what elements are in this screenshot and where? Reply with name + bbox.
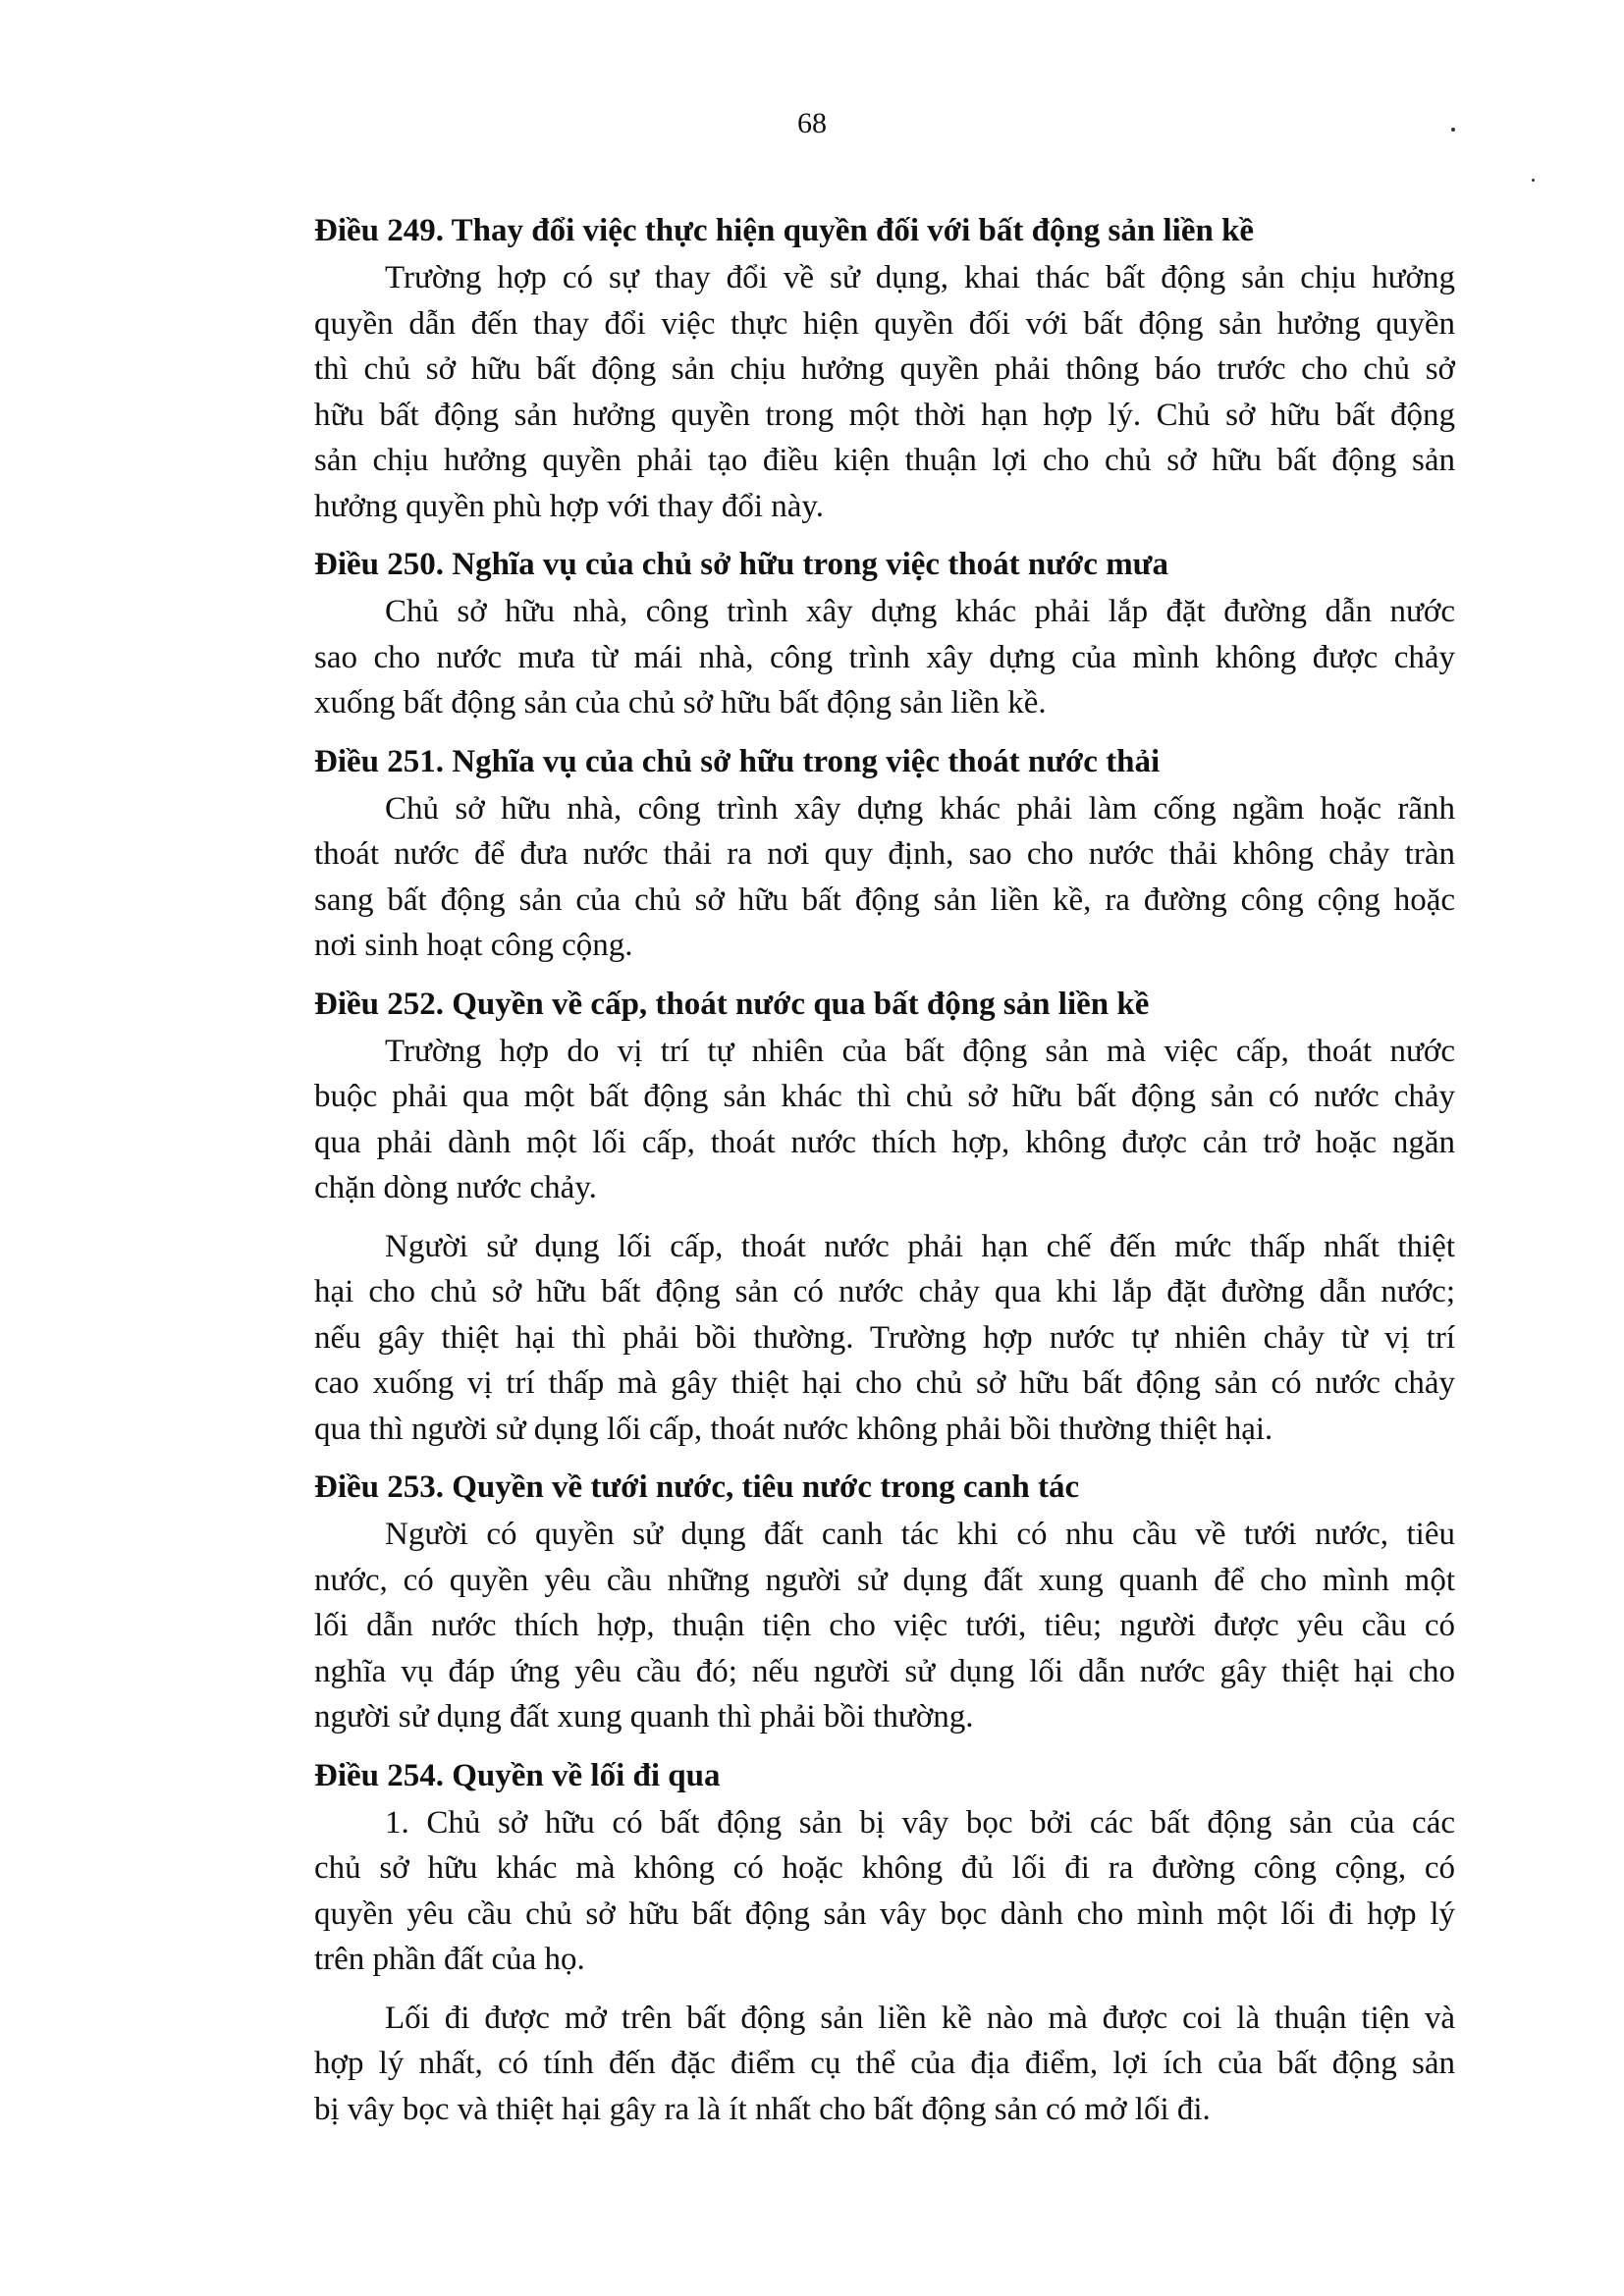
- article-paragraph: [314, 589, 1455, 726]
- page-number: 68: [797, 107, 827, 139]
- text-line: quyền dẫn đến thay đổi việc thực hiện quyền đối với bất động sản hưởng quyền: [314, 305, 1455, 342]
- article-paragraph: [314, 1800, 1455, 1983]
- text-line: chặn dòng nước chảy.: [314, 1170, 597, 1205]
- article-title: Điều 249. Thay đổi việc thực hiện quyền đối với bất động sản liền kề: [314, 213, 1255, 248]
- text-line: nếu gây thiệt hại thì phải bồi thường. Trường hợp nước tự nhiên chảy từ vị trí: [314, 1319, 1455, 1356]
- article-254: [314, 1753, 1455, 2133]
- article-paragraph: [314, 786, 1455, 969]
- text-line: sang bất động sản của chủ sở hữu bất động sản liền kề, ra đường công cộng hoặc: [314, 881, 1455, 918]
- text-line: Chủ sở hữu nhà, công trình xây dựng khác phải làm cống ngầm hoặc rãnh: [385, 790, 1455, 827]
- article-paragraph: [314, 1029, 1455, 1211]
- text-line: hợp lý nhất, có tính đến đặc điểm cụ thể của địa điểm, lợi ích của bất động sản: [314, 2046, 1455, 2081]
- article-251: [314, 739, 1455, 969]
- text-line: hữu bất động sản hưởng quyền trong một thời hạn hợp lý. Chủ sở hữu bất động: [314, 397, 1455, 433]
- text-line: Trường hợp có sự thay đổi về sử dụng, khai thác bất động sản chịu hưởng: [385, 260, 1455, 295]
- article-252: [314, 982, 1455, 1453]
- text-line: Người có quyền sử dụng đất canh tác khi có nhu cầu về tưới nước, tiêu: [385, 1517, 1455, 1552]
- text-line: qua thì người sử dụng lối cấp, thoát nước không phải bồi thường thiệt hại.: [314, 1411, 1273, 1447]
- text-line: hại cho chủ sở hữu bất động sản có nước chảy qua khi lắp đặt đường dẫn nước;: [314, 1274, 1455, 1309]
- text-line: thì chủ sở hữu bất động sản chịu hưởng quyền phải thông báo trước cho chủ sở: [314, 351, 1455, 387]
- text-line: thoát nước để đưa nước thải ra nơi quy định, sao cho nước thải không chảy tràn: [314, 836, 1455, 872]
- article-title: Điều 251. Nghĩa vụ của chủ sở hữu trong việc thoát nước thải: [314, 743, 1161, 779]
- article-250: [314, 542, 1455, 726]
- article-title: Điều 254. Quyền về lối đi qua: [314, 1757, 721, 1793]
- text-line: bị vây bọc và thiệt hại gây ra là ít nhất cho bất động sản có mở lối đi.: [314, 2091, 1211, 2127]
- article-title: Điều 250. Nghĩa vụ của chủ sở hữu trong việc thoát nước mưa: [314, 547, 1168, 582]
- text-line: cao xuống vị trí thấp mà gây thiệt hại cho chủ sở hữu bất động sản có nước chảy: [314, 1365, 1455, 1401]
- text-line: người sử dụng đất xung quanh thì phải bồi thường.: [314, 1699, 974, 1735]
- text-line: Trường hợp do vị trí tự nhiên của bất động sản mà việc cấp, thoát nước: [385, 1033, 1455, 1069]
- text-line: sản chịu hưởng quyền phải tạo điều kiện thuận lợi cho chủ sở hữu bất động sản: [314, 443, 1455, 478]
- text-line: qua phải dành một lối cấp, thoát nước thích hợp, không được cản trở hoặc ngăn: [314, 1124, 1455, 1160]
- text-line: Người sử dụng lối cấp, thoát nước phải hạn chế đến mức thấp nhất thiệt: [385, 1228, 1455, 1264]
- article-paragraph: [314, 1996, 1455, 2133]
- text-line: trên phần đất của họ.: [314, 1942, 585, 1977]
- text-line: 1. Chủ sở hữu có bất động sản bị vây bọc bởi các bất động sản của các: [385, 1804, 1455, 1841]
- article-paragraph: [314, 1224, 1455, 1453]
- text-line: buộc phải qua một bất động sản khác thì chủ sở hữu bất động sản có nước chảy: [314, 1079, 1455, 1114]
- text-line: chủ sở hữu khác mà không có hoặc không đủ lối đi ra đường công cộng, có: [314, 1850, 1455, 1886]
- text-line: quyền yêu cầu chủ sở hữu bất động sản vây bọc dành cho mình một lối đi hợp lý: [314, 1896, 1455, 1932]
- article-249: [314, 208, 1455, 529]
- scan-speck: [1532, 179, 1535, 182]
- article-paragraph: [314, 1512, 1455, 1740]
- document-body: [314, 208, 1455, 2145]
- scan-speck: [1451, 128, 1455, 132]
- text-line: lối dẫn nước thích hợp, thuận tiện cho việc tưới, tiêu; người được yêu cầu có: [314, 1608, 1455, 1643]
- text-line: nước, có quyền yêu cầu những người sử dụng đất xung quanh để cho mình một: [314, 1562, 1455, 1598]
- article-paragraph: [314, 255, 1455, 529]
- article-253: [314, 1465, 1455, 1740]
- text-line: nơi sinh hoạt công cộng.: [314, 928, 633, 963]
- text-line: sao cho nước mưa từ mái nhà, công trình xây dựng của mình không được chảy: [314, 639, 1455, 675]
- article-title: Điều 253. Quyền về tưới nước, tiêu nước trong canh tác: [314, 1469, 1080, 1505]
- text-line: nghĩa vụ đáp ứng yêu cầu đó; nếu người sử dụng lối dẫn nước gây thiệt hại cho: [314, 1653, 1455, 1689]
- article-title: Điều 252. Quyền về cấp, thoát nước qua bất động sản liền kề: [314, 986, 1150, 1022]
- text-line: Lối đi được mở trên bất động sản liền kề nào mà được coi là thuận tiện và: [385, 2000, 1455, 2036]
- text-line: hưởng quyền phù hợp với thay đổi này.: [314, 488, 825, 524]
- text-line: xuống bất động sản của chủ sở hữu bất động sản liền kề.: [314, 685, 1047, 721]
- text-line: Chủ sở hữu nhà, công trình xây dựng khác phải lắp đặt đường dẫn nước: [385, 594, 1455, 629]
